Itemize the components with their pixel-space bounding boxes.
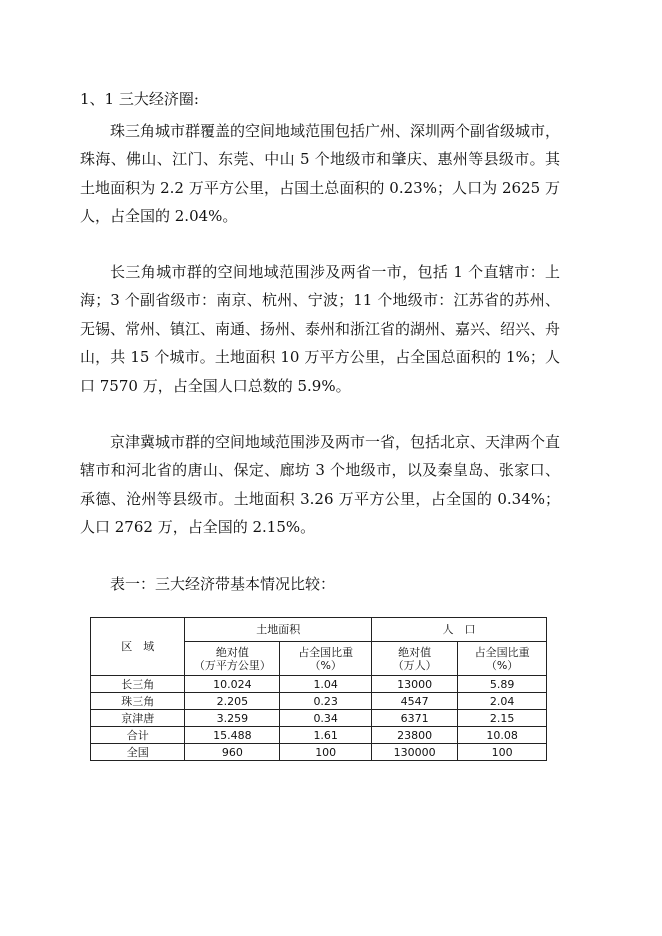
table-header-row xyxy=(91,618,547,642)
cell-pop-pct: 10.08 xyxy=(458,727,547,744)
cell-pop-pct: 2.04 xyxy=(458,693,547,710)
cell-land-pct: 1.04 xyxy=(280,676,372,693)
comparison-table xyxy=(90,617,547,761)
cell-pop-abs: 23800 xyxy=(372,727,458,744)
cell-region: 合计 xyxy=(91,727,185,744)
cell-region: 珠三角 xyxy=(91,693,185,710)
table-row xyxy=(91,710,547,727)
cell-land-abs: 3.259 xyxy=(185,710,280,727)
subheader-land-abs xyxy=(185,642,280,676)
cell-land-abs: 10.024 xyxy=(185,676,280,693)
subheader-land-pct xyxy=(280,642,372,676)
cell-pop-pct: 2.15 xyxy=(458,710,547,727)
table-row xyxy=(91,744,547,761)
subheader-unit: （%） xyxy=(485,658,519,672)
table-caption: 表一：三大经济带基本情况比较： xyxy=(110,575,336,593)
cell-region: 京津唐 xyxy=(91,710,185,727)
table-row xyxy=(91,693,547,710)
cell-region: 全国 xyxy=(91,744,185,761)
header-land-area: 土地面积 xyxy=(185,618,372,642)
subheader-line: 占全国比重 xyxy=(474,645,530,659)
table-row xyxy=(91,727,547,744)
cell-land-abs: 15.488 xyxy=(185,727,280,744)
paragraph-pearl-river-delta: 珠三角城市群覆盖的空间地域范围包括广州、深圳两个副省级城市，珠海、佛山、江门、东莞、中山 5 个地级市和肇庆、惠州等县级市。其土地面积为 2.2 万平方公里，占国土总面积的 0.23%；人口为 2625 万人，占全国的 2.04%。 xyxy=(80,122,561,226)
table-row xyxy=(91,676,547,693)
paragraph-beijing-tianjin-hebei: 京津冀城市群的空间地域范围涉及两市一省，包括北京、天津两个直辖市和河北省的唐山、保定、廊坊 3 个地级市，以及秦皇岛、张家口、承德、沧州等县级市。土地面积 3.26 万平方公里，占全国的 0.34%；人口 2762 万，占全国的 2.15%。 xyxy=(80,433,561,537)
cell-pop-pct: 100 xyxy=(458,744,547,761)
cell-land-abs: 960 xyxy=(185,744,280,761)
subheader-unit: （万人） xyxy=(392,658,437,672)
cell-land-pct: 1.61 xyxy=(280,727,372,744)
cell-land-abs: 2.205 xyxy=(185,693,280,710)
cell-region: 长三角 xyxy=(91,676,185,693)
cell-pop-pct: 5.89 xyxy=(458,676,547,693)
cell-pop-abs: 130000 xyxy=(372,744,458,761)
subheader-line: 绝对值 xyxy=(215,645,249,659)
paragraph-yangtze-river-delta: 长三角城市群的空间地域范围涉及两省一市，包括 1 个直辖市：上海；3 个副省级市：南京、杭州、宁波；11 个地级市：江苏省的苏州、无锡、常州、镇江、南通、扬州、泰州和浙江省的湖州、嘉兴、绍兴、舟山，共 15 个城市。土地面积 10 万平方公里，占全国总面积的 1%；人口 7570 万，占全国人口总数的 5.9%。 xyxy=(80,263,561,395)
subheader-pop-abs xyxy=(372,642,458,676)
header-population: 人 口 xyxy=(372,618,547,642)
subheader-line: 占全国比重 xyxy=(298,645,354,659)
subheader-line: 绝对值 xyxy=(398,645,432,659)
subheader-pop-pct xyxy=(458,642,547,676)
cell-land-pct: 0.34 xyxy=(280,710,372,727)
cell-pop-abs: 13000 xyxy=(372,676,458,693)
subheader-unit: （%） xyxy=(309,658,342,672)
cell-land-pct: 0.23 xyxy=(280,693,372,710)
section-heading: 1、1 三大经济圈: xyxy=(80,90,199,108)
cell-pop-abs: 6371 xyxy=(372,710,458,727)
subheader-unit: （万平方公里） xyxy=(193,658,271,672)
cell-pop-abs: 4547 xyxy=(372,693,458,710)
cell-land-pct: 100 xyxy=(280,744,372,761)
header-region: 区 域 xyxy=(91,618,185,676)
